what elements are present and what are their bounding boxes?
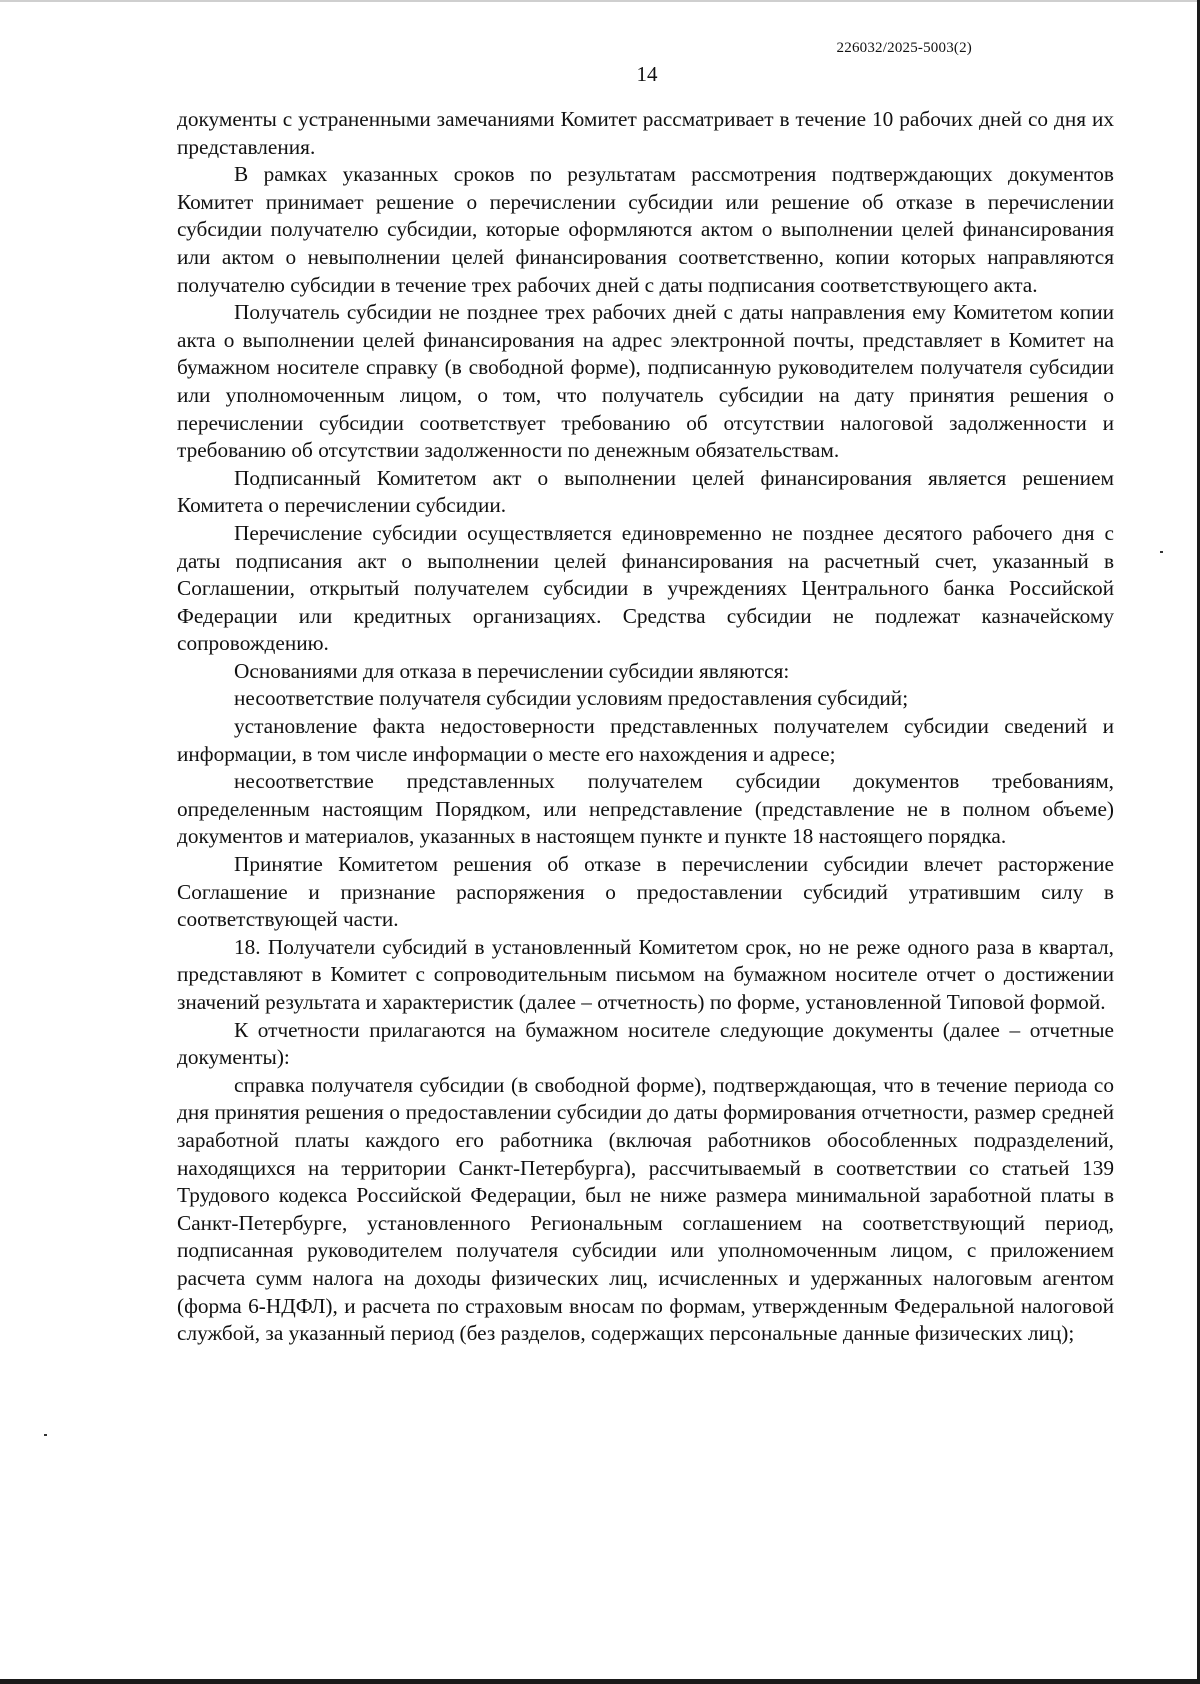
paragraph-continuation: документы с устраненными замечаниями Комитет рассматривает в течение 10 рабочих дней со дня их представления. xyxy=(177,107,1114,159)
paragraph: В рамках указанных сроков по результатам рассмотрения подтверждающих документов Комитет принимает решение о перечислении субсидии или решение об отказе в перечислении субсидии получателю субсидии, которые оформляются актом о выполнении целей финансирования или актом о невыполнении целей финансирования соответственно, копии которых направляются получателю субсидии в течение трех рабочих дней с даты подписания соответствующего акта. xyxy=(177,162,1114,297)
paragraph: К отчетности прилагаются на бумажном носителе следующие документы (далее – отчетные документы): xyxy=(177,1017,1114,1070)
paragraph-section-18: 18. Получатели субсидий в установленный Комитетом срок, но не реже одного раза в квартал, представляют в Комитет с сопроводительным письмом на бумажном носителе отчет о достижении значений результата и характеристик (далее – отчетность) по форме, установленной Типовой формой. xyxy=(177,934,1114,1014)
paragraph: Основаниями для отказа в перечислении субсидии являются: xyxy=(234,658,790,683)
paragraph-list-item: справка получателя субсидии (в свободной форме), подтверждающая, что в течение периода со дня принятия решения о предоставлении субсидии до даты формирования отчетности, размер средней заработной платы каждого его работника (включая работников обособленных подразделений, находящихся на территории Санкт-Петербурга), рассчитываемый в соответствии со статьей 139 Трудового кодекса Российской Федерации, был не ниже размера минимальной заработной платы в Санкт-Петербурге, установленного Региональным соглашением на соответствующий период, подписанная руководителем получателя субсидии или уполномоченным лицом, с приложением расчета сумм налога на доходы физических лиц, исчисленных и удержанных налоговым агентом (форма 6-НДФЛ), и расчета по страховым вносам по формам, утвержденным Федеральной налоговой службой, за указанный период (без разделов, содержащих персональные данные физических лиц); xyxy=(177,1072,1114,1346)
document-number: 226032/2025-5003(2) xyxy=(836,40,972,56)
paragraph: Принятие Комитетом решения об отказе в перечислении субсидии влечет расторжение Соглашение и признание распоряжения о предоставлении субсидий утратившим силу в соответствующей части. xyxy=(177,852,1114,932)
paragraph-list-item: несоответствие получателя субсидии условиям предоставления субсидий; xyxy=(234,686,909,711)
paragraph: Перечисление субсидии осуществляется единовременно не позднее десятого рабочего дня с даты подписания акт о выполнении целей финансирования на расчетный счет, указанный в Соглашении, открытый получателем субсидии в учреждениях Центрального банка Российской Федерации или кредитных организациях. Средства субсидии не подлежат казначейскому сопровождению. xyxy=(177,520,1114,656)
scan-top-edge xyxy=(0,0,1200,2)
document-body xyxy=(177,106,1114,1348)
paragraph: Получатель субсидии не позднее трех рабочих дней с даты направления ему Комитетом копии акта о выполнении целей финансирования на адрес электронной почты, представляет в Комитет на бумажном носителе справку (в свободной форме), подписанную руководителем получателя субсидии или уполномоченным лицом, о том, что получатель субсидии на дату принятия решения о перечислении субсидии соответствует требованию об отсутствии налоговой задолженности и требованию об отсутствии задолженности по денежным обязательствам. xyxy=(177,300,1114,463)
paragraph: Подписанный Комитетом акт о выполнении целей финансирования является решением Комитета о перечислении субсидии. xyxy=(177,465,1114,518)
paragraph-list-item: установление факта недостоверности представленных получателем субсидии сведений и информации, в том числе информации о месте его нахождения и адресе; xyxy=(177,714,1114,766)
paragraph-list-item: несоответствие представленных получателем субсидии документов требованиям, определенным настоящим Порядком, или непредставление (представление не в полном объеме) документов и материалов, указанных в настоящем пункте и пункте 18 настоящего порядка. xyxy=(177,769,1114,849)
scan-speck xyxy=(44,1434,47,1436)
scan-speck xyxy=(1160,551,1163,553)
scan-bottom-edge xyxy=(0,1679,1200,1684)
page-number: 14 xyxy=(636,62,658,86)
